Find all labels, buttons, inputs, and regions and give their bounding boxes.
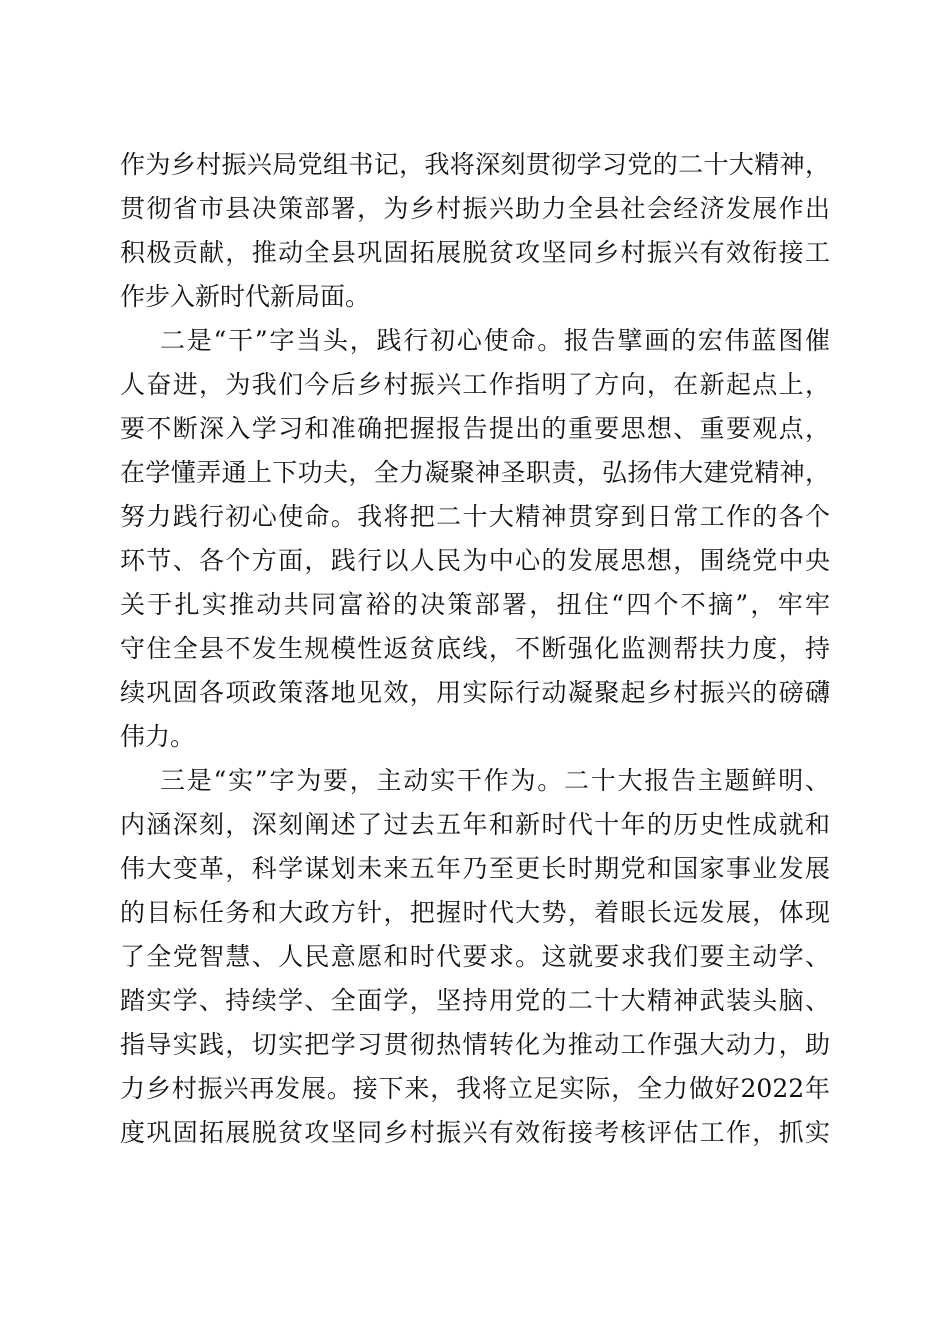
text-line: 作为乡村振兴局党组书记，我将深刻贯彻学习党的二十大精神， — [120, 150, 830, 179]
text-line: 三是“实”字为要，主动实干作为。二十大报告主题鲜明、 — [160, 766, 830, 795]
paragraph-1 — [120, 143, 830, 319]
text-line: 了全党智慧、人民意愿和时代要求。这就要求我们要主动学、 — [120, 942, 830, 971]
text-line: 指导实践，切实把学习贯彻热情转化为推动工作强大动力，助 — [120, 1030, 830, 1059]
text-line: 积极贡献，推动全县巩固拓展脱贫攻坚同乡村振兴有效衔接工 — [120, 238, 830, 267]
text-line: 环节、各个方面，践行以人民为中心的发展思想，围绕党中央 — [120, 546, 830, 575]
text-line: 贯彻省市县决策部署，为乡村振兴助力全县社会经济发展作出 — [120, 194, 830, 223]
text-line: 内涵深刻，深刻阐述了过去五年和新时代十年的历史性成就和 — [120, 810, 830, 839]
text-line: 在学懂弄通上下功夫，全力凝聚神圣职责，弘扬伟大建党精神， — [120, 458, 830, 487]
text-line: 人奋进，为我们今后乡村振兴工作指明了方向，在新起点上， — [120, 370, 830, 399]
text-line: 度巩固拓展脱贫攻坚同乡村振兴有效衔接考核评估工作，抓实 — [120, 1118, 830, 1147]
text-line: 踏实学、持续学、全面学，坚持用党的二十大精神武装头脑、 — [120, 986, 830, 1015]
text-line: 关于扎实推动共同富裕的决策部署，扭住“四个不摘”，牢牢 — [120, 590, 830, 619]
text-line: 努力践行初心使命。我将把二十大精神贯穿到日常工作的各个 — [120, 502, 830, 531]
paragraph-2 — [120, 319, 830, 759]
text-line: 力乡村振兴再发展。接下来，我将立足实际，全力做好2022年 — [120, 1074, 830, 1103]
document-body — [120, 143, 830, 1155]
text-line: 作步入新时代新局面。 — [120, 282, 371, 311]
text-line: 续巩固各项政策落地见效，用实际行动凝聚起乡村振兴的磅礴 — [120, 678, 830, 707]
text-line: 二是“干”字当头，践行初心使命。报告擘画的宏伟蓝图催 — [160, 326, 830, 355]
text-line: 守住全县不发生规模性返贫底线，不断强化监测帮扶力度，持 — [120, 634, 830, 663]
paragraph-3 — [120, 759, 830, 1155]
text-line: 的目标任务和大政方针，把握时代大势，着眼长远发展，体现 — [120, 898, 830, 927]
text-line: 要不断深入学习和准确把握报告提出的重要思想、重要观点， — [120, 414, 830, 443]
text-line: 伟力。 — [120, 722, 196, 751]
text-line: 伟大变革，科学谋划未来五年乃至更长时期党和国家事业发展 — [120, 854, 830, 883]
